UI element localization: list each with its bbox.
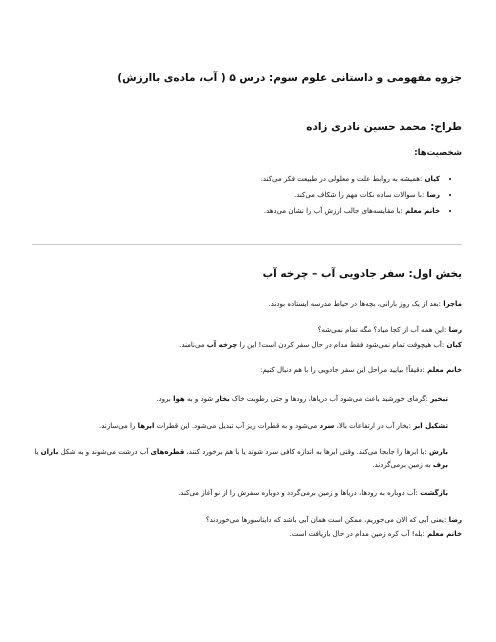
dialogue-line xyxy=(290,528,462,540)
character-name: خانم معلم xyxy=(405,207,440,215)
line-text: شود و به xyxy=(184,395,216,403)
speaker: خانم معلم xyxy=(427,366,462,374)
section-divider xyxy=(32,244,462,245)
bold-term: برف xyxy=(432,461,448,469)
stage-name: تبخیر xyxy=(430,395,448,403)
speaker: کیان xyxy=(446,341,462,349)
character-name: رضا xyxy=(426,191,440,199)
character-item xyxy=(261,204,440,218)
line-text: :بعد از یک روز بارانی، بچه‌ها در حیاط مدرسه ایستاده بودند. xyxy=(268,300,444,308)
line-text: را می‌سازند. xyxy=(98,422,138,430)
stage-name: بارش xyxy=(429,448,448,456)
stage-name: تشکیل ابر xyxy=(413,422,448,430)
bold-term: بخار xyxy=(215,395,230,403)
line-text: آب درشت می‌شوند و به شکل xyxy=(58,448,151,456)
bold-term: چرخه آب xyxy=(206,341,238,349)
bold-term: باران xyxy=(40,448,59,456)
bold-term: سرد xyxy=(319,422,335,430)
character-item xyxy=(261,172,440,186)
dialogue-line xyxy=(260,364,462,376)
line-text: :بله! آب کره زمین مدام در حال بازیافت است. xyxy=(289,530,428,538)
character-desc: :با سوالات ساده نکات مهم را شکاف می‌کند. xyxy=(293,191,427,199)
characters-heading: شخصیت‌ها: xyxy=(414,148,462,158)
dialogue-line xyxy=(318,324,462,336)
line-text: می‌نامند. xyxy=(179,341,207,349)
line-text: یا xyxy=(34,448,41,456)
speaker: رضا xyxy=(448,516,462,524)
line-text: :دقیقاً! بیایید مراحل این سفر جادویی را با هم دنبال کنیم: xyxy=(260,366,428,374)
stage-line xyxy=(156,393,448,405)
character-desc: :همیشه به روابط علت و معلولی در طبیعت فکر می‌کند. xyxy=(260,175,425,183)
story-line xyxy=(269,298,462,310)
character-name: کیان xyxy=(424,175,440,183)
speaker: رضا xyxy=(448,326,462,334)
bold-term: ابرها xyxy=(137,422,155,430)
stage-line xyxy=(99,420,448,432)
bold-term: قطره‌های xyxy=(150,448,185,456)
line-text: :این همه آب از کجا میاد؟ مگه تمام نمی‌شه؟ xyxy=(317,326,449,334)
stage-name: بازگشت xyxy=(420,489,448,497)
character-item xyxy=(261,188,440,202)
dialogue-line xyxy=(179,339,462,351)
line-text: :یعنی آبی که الان می‌خوریم، ممکن است همان آبی باشد که دایناسورها می‌خوردند؟ xyxy=(205,516,449,524)
bold-term: هوا xyxy=(173,395,185,403)
characters-list xyxy=(261,172,452,220)
line-text: :آب دوباره به رودها، دریاها و زمین برمی‌گردد و دوباره سفرش را از نو آغاز می‌کند. xyxy=(178,489,421,497)
document-title: جزوه مفهومی و داستانی علوم سوم: درس ۵ ( آب، ماده‌ی باارزش) xyxy=(117,72,462,84)
dialogue-line xyxy=(206,514,462,526)
line-text: می‌شود و به قطرات ریز آب تبدیل می‌شود. این قطرات xyxy=(154,422,320,430)
line-text: به زمین برمی‌گردند. xyxy=(372,461,433,469)
line-text: :با ابرها را جابجا می‌کند. وقتی ابرها به اندازه کافی سرد شوند یا با هم برخورد کنند، xyxy=(184,448,430,456)
speaker: ماجرا xyxy=(443,300,462,308)
section-heading: بخش اول: سفر جادویی آب – چرخه آب xyxy=(262,268,462,280)
designer-line: طراح: محمد حسین نادری زاده xyxy=(306,121,462,133)
line-text: :آب هیچوقت تمام نمی‌شود فقط مدام در حال سفر کردن است! این را xyxy=(237,341,447,349)
stage-line xyxy=(178,487,448,499)
line-text: برود. xyxy=(156,395,174,403)
line-text: :بخار آب در ارتفاعات بالا، xyxy=(334,422,414,430)
stage-line xyxy=(32,446,448,472)
character-desc: :با مقایسه‌های جالب ارزش آب را نشان می‌دهد. xyxy=(263,207,406,215)
speaker: خانم معلم xyxy=(427,530,462,538)
line-text: :گرمای خورشید باعث می‌شود آب دریاها، رودها و حتی رطوبت خاک xyxy=(229,395,431,403)
